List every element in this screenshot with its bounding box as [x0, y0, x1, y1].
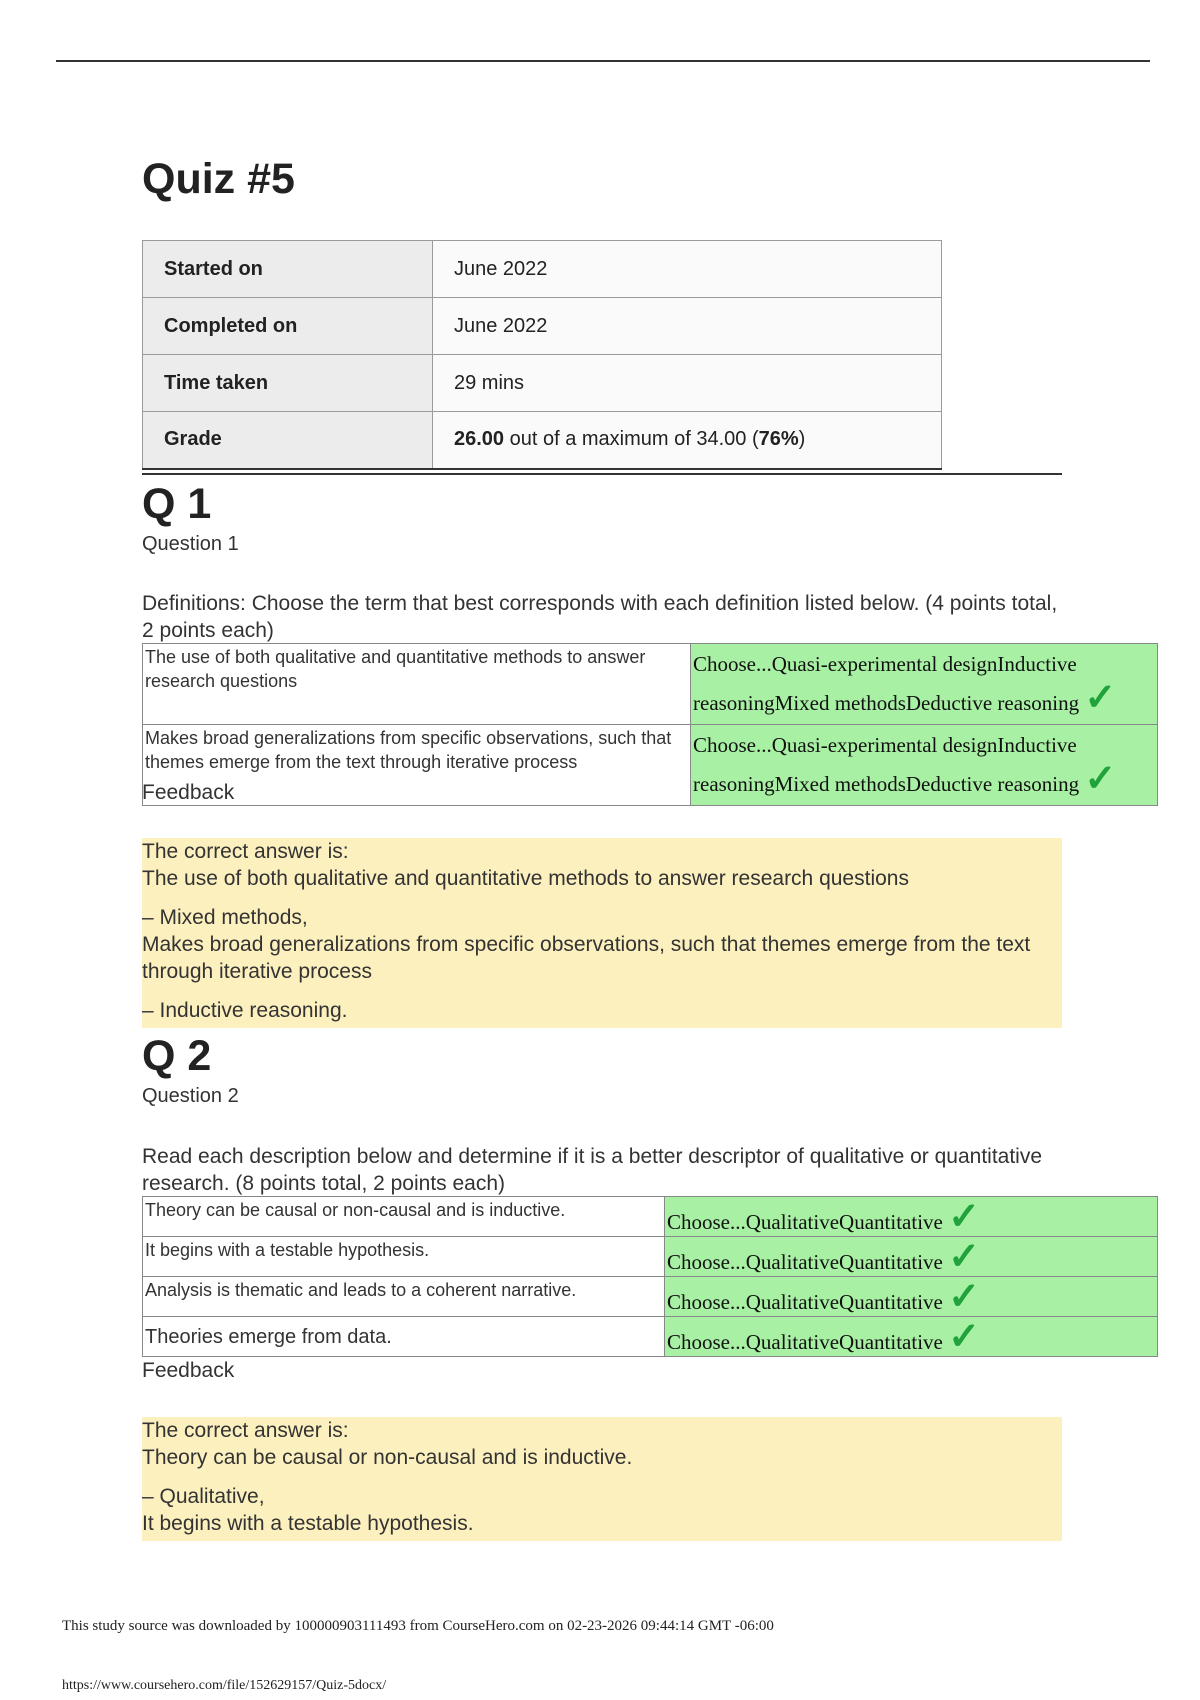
q2-answer-select[interactable]	[665, 1277, 1158, 1317]
feedback-answer: – Mixed methods,	[142, 906, 308, 929]
q1-choices: Choose...Quasi-experimental designInductive reasoningMixed methodsDeductive reasoning	[693, 733, 1080, 796]
q2-feedback	[142, 1417, 1062, 1541]
feedback-item: Makes broad generalizations from specific observations, such that themes emerge from the text through iterative process	[142, 933, 1031, 983]
grade-text-end: )	[798, 428, 806, 451]
q2-answer-select[interactable]	[665, 1197, 1158, 1237]
q1-feedback-label: Feedback	[142, 781, 235, 804]
q2-row	[143, 1317, 1158, 1357]
q2-row	[143, 1237, 1158, 1277]
summary-row	[143, 355, 942, 412]
footer-url[interactable]: https://www.coursehero.com/file/152629157/Quiz-5docx/	[62, 1678, 387, 1693]
summary-label: Completed on	[143, 298, 433, 355]
feedback-intro: The correct answer is:	[142, 1419, 349, 1442]
q2-description: Theory can be causal or non-causal and is inductive.	[143, 1197, 665, 1237]
q1-answer-table	[142, 643, 1158, 806]
check-icon: ✓	[1084, 677, 1117, 719]
feedback-item: Theory can be causal or non-causal and is inductive.	[142, 1446, 633, 1469]
q1-heading: Q 1	[142, 480, 212, 528]
check-icon: ✓	[948, 1196, 980, 1238]
summary-value: 29 mins	[433, 355, 942, 412]
summary-row	[143, 241, 942, 298]
q2-prompt: Read each description below and determine if it is a better descriptor of qualitative or quantitative research. (8 points total, 2 points each)	[142, 1145, 1043, 1195]
q1-answer-select[interactable]	[691, 644, 1158, 725]
grade-score: 26.00	[454, 428, 505, 451]
q2-answer-select[interactable]	[665, 1317, 1158, 1357]
grade-percent: 76%	[758, 428, 799, 451]
q2-row	[143, 1197, 1158, 1237]
summary-value: June 2022	[433, 298, 942, 355]
footer-source: This study source was downloaded by 100000903111493 from CourseHero.com on 02-23-2026 09:44:14 GMT -06:00	[62, 1618, 774, 1634]
q1-definition: Makes broad generalizations from specific observations, such that themes emerge from the text through iterative process	[143, 725, 691, 806]
q1-number: Question 1	[142, 533, 239, 555]
q2-choices: Choose...QualitativeQuantitative	[667, 1210, 943, 1234]
q2-answer-table	[142, 1196, 1158, 1357]
q1-prompt: Definitions: Choose the term that best corresponds with each definition listed below. (4 points total, 2 points each)	[142, 592, 1058, 642]
q1-row	[143, 725, 1158, 806]
check-icon: ✓	[948, 1236, 980, 1278]
summary-row	[143, 298, 942, 355]
q1-row	[143, 644, 1158, 725]
q2-heading: Q 2	[142, 1032, 212, 1080]
feedback-item: The use of both qualitative and quantitative methods to answer research questions	[142, 867, 909, 890]
summary-rule	[142, 473, 1062, 475]
page-title: Quiz #5	[142, 155, 295, 203]
top-rule	[56, 60, 1150, 62]
q1-choices: Choose...Quasi-experimental designInductive reasoningMixed methodsDeductive reasoning	[693, 652, 1080, 715]
q2-choices: Choose...QualitativeQuantitative	[667, 1290, 943, 1314]
feedback-answer: – Qualitative,	[142, 1485, 265, 1508]
q2-number: Question 2	[142, 1085, 239, 1107]
q2-choices: Choose...QualitativeQuantitative	[667, 1250, 943, 1274]
q1-definition: The use of both qualitative and quantitative methods to answer research questions	[143, 644, 691, 725]
q2-answer-select[interactable]	[665, 1237, 1158, 1277]
summary-value: June 2022	[433, 241, 942, 298]
q2-description: Theories emerge from data.	[143, 1317, 665, 1357]
q2-choices: Choose...QualitativeQuantitative	[667, 1330, 943, 1354]
check-icon: ✓	[1084, 758, 1117, 800]
q2-description: It begins with a testable hypothesis.	[143, 1237, 665, 1277]
summary-table	[142, 240, 942, 470]
feedback-intro: The correct answer is:	[142, 840, 349, 863]
summary-label: Time taken	[143, 355, 433, 412]
grade-value	[433, 412, 942, 469]
q2-description: Analysis is thematic and leads to a coherent narrative.	[143, 1277, 665, 1317]
q1-answer-select[interactable]	[691, 725, 1158, 806]
summary-row-grade	[143, 412, 942, 469]
check-icon: ✓	[948, 1276, 980, 1318]
q2-feedback-label: Feedback	[142, 1359, 235, 1382]
grade-label: Grade	[143, 412, 433, 469]
feedback-answer: – Inductive reasoning.	[142, 999, 348, 1022]
grade-text: out of a maximum of 34.00 (	[504, 428, 759, 451]
check-icon: ✓	[948, 1316, 980, 1358]
q2-row	[143, 1277, 1158, 1317]
feedback-item: It begins with a testable hypothesis.	[142, 1512, 474, 1535]
summary-label: Started on	[143, 241, 433, 298]
q1-feedback	[142, 838, 1062, 1028]
